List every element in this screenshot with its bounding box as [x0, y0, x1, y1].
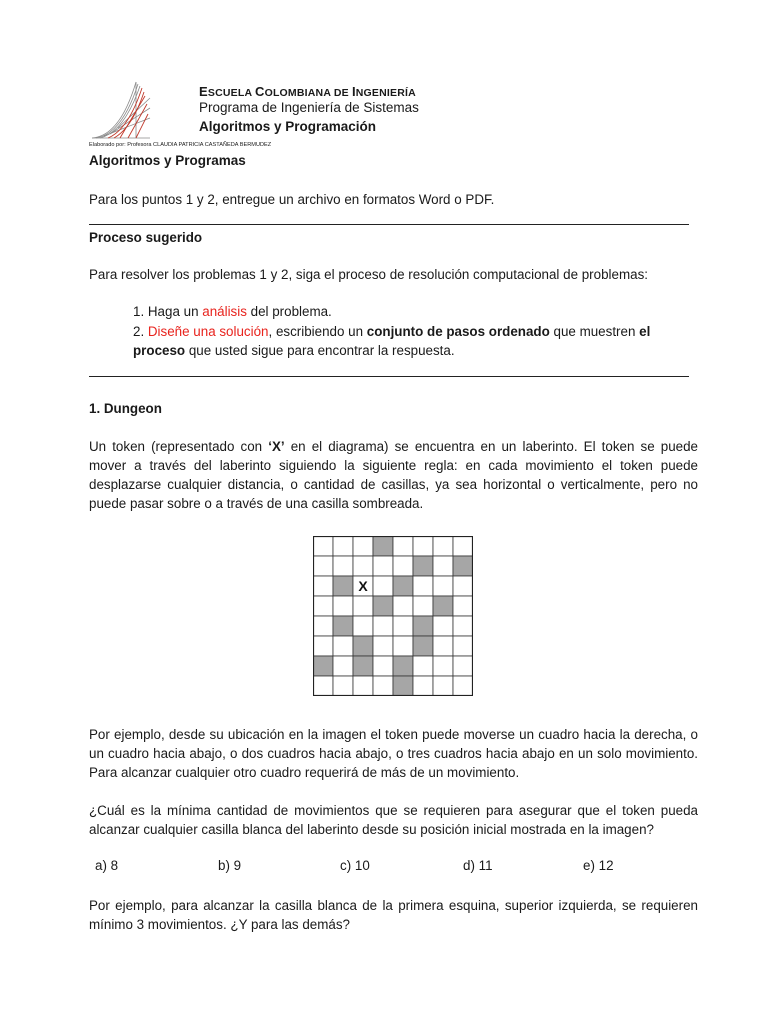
- maze-cell: [433, 576, 453, 596]
- maze-cell: [433, 616, 453, 636]
- maze-cell: [313, 596, 333, 616]
- maze-cell: [433, 536, 453, 556]
- maze-cell: [393, 536, 413, 556]
- maze-cell: [393, 636, 413, 656]
- maze-cell: [393, 616, 413, 636]
- maze-cell-shaded: [373, 596, 393, 616]
- maze-cell-shaded: [373, 536, 393, 556]
- maze-cell: [453, 616, 473, 636]
- process-text: Para resolver los problemas 1 y 2, siga el proceso de resolución computacional de problemas:: [89, 267, 648, 282]
- maze-cell: [333, 556, 353, 576]
- author-credit: Elaborado por: Profesora CLAUDIA PATRICIA CASTAÑEDA BERMUDEZ: [89, 142, 272, 148]
- maze-cell: [353, 596, 373, 616]
- maze-cell: [393, 596, 413, 616]
- maze-cell: [313, 676, 333, 696]
- maze-cell: [413, 596, 433, 616]
- maze-cell: [453, 656, 473, 676]
- maze-cell: [373, 656, 393, 676]
- maze-cell: [453, 576, 473, 596]
- maze-cell: [333, 596, 353, 616]
- maze-cell: [333, 656, 353, 676]
- maze-cell: [433, 556, 453, 576]
- maze-cell-shaded: [393, 576, 413, 596]
- maze-cell-shaded: [413, 556, 433, 576]
- maze-cell: [373, 556, 393, 576]
- option-c: c) 10: [340, 858, 370, 873]
- maze-cell-shaded: [393, 676, 413, 696]
- maze-cell: [413, 656, 433, 676]
- maze-cell: [453, 676, 473, 696]
- option-a: a) 8: [95, 858, 119, 873]
- maze-cell: [353, 676, 373, 696]
- maze-cell: [453, 636, 473, 656]
- maze-cell: [353, 536, 373, 556]
- maze-cell: [313, 636, 333, 656]
- maze-cell-shaded: [393, 656, 413, 676]
- divider: [89, 376, 689, 377]
- maze-cell: [373, 676, 393, 696]
- maze-cell: [333, 636, 353, 656]
- maze-cell: [373, 636, 393, 656]
- step-1: 1. Haga un análisis del problema.: [133, 304, 332, 319]
- intro-text: Para los puntos 1 y 2, entregue un archivo en formatos Word o PDF.: [89, 192, 495, 207]
- maze-cell-shaded: [333, 616, 353, 636]
- step-2-continued: proceso que usted sigue para encontrar la respuesta.: [133, 343, 455, 358]
- maze-cell-shaded: [353, 636, 373, 656]
- example-text: Por ejemplo, desde su ubicación en la imagen el token puede moverse un cuadro hacia la derecha, o un cuadro hacia abajo, o dos cuadros hacia abajo, o tres cuadros hacia abajo en un solo movimiento. Para alcanzar cualquier otro cuadro requerirá de más de un movimiento.: [89, 727, 698, 780]
- maze-cell: [333, 676, 353, 696]
- maze-cell: [353, 616, 373, 636]
- token-marker: X: [358, 578, 368, 594]
- maze-cell: [313, 536, 333, 556]
- process-heading: Proceso sugerido: [89, 230, 203, 245]
- program-name: Programa de Ingeniería de Sistemas: [199, 100, 419, 115]
- maze-cell-shaded: [313, 656, 333, 676]
- maze-cell: [433, 676, 453, 696]
- document-title: Algoritmos y Programas: [89, 153, 246, 168]
- maze-cell: [413, 536, 433, 556]
- option-b: b) 9: [218, 858, 242, 873]
- maze-cell-shaded: [433, 596, 453, 616]
- maze-cell: [353, 556, 373, 576]
- maze-cell-shaded: [413, 636, 433, 656]
- option-e: e) 12: [583, 858, 614, 873]
- school-logo: [90, 78, 152, 142]
- step-2: 2. Diseñe una solución, escribiendo un conjunto de pasos ordenado que muestren el: [133, 324, 651, 339]
- maze-cell: [313, 556, 333, 576]
- option-d: d) 11: [463, 858, 493, 873]
- school-name: ESCUELA COLOMBIANA DE INGENIERÍA: [199, 84, 416, 99]
- maze-cell: [413, 676, 433, 696]
- maze-cell-shaded: [333, 576, 353, 596]
- problem-1-heading: 1. Dungeon: [89, 401, 162, 416]
- maze-cell: [393, 556, 413, 576]
- maze-cell: [313, 576, 333, 596]
- maze-cell-shaded: [453, 556, 473, 576]
- course-name: Algoritmos y Programación: [199, 119, 377, 134]
- maze-cell: [373, 616, 393, 636]
- note-text: Por ejemplo, para alcanzar la casilla blanca de la primera esquina, superior izquierda, se requieren mínimo 3 movimientos. ¿Y para las demás?: [89, 898, 698, 932]
- maze-grid: [313, 536, 473, 696]
- maze-cell: [433, 636, 453, 656]
- maze-cell: [433, 656, 453, 676]
- maze-cell: [453, 536, 473, 556]
- maze-cell: [313, 616, 333, 636]
- question-text: ¿Cuál es la mínima cantidad de movimientos que se requieren para asegurar que el token pueda alcanzar cualquier casilla blanca del laberinto desde su posición inicial mostrada en la imagen?: [89, 803, 698, 837]
- maze-cell: [413, 576, 433, 596]
- maze-cell-shaded: [353, 656, 373, 676]
- maze-cell: [333, 536, 353, 556]
- maze-cell: [373, 576, 393, 596]
- problem-1-description: Un token (representado con ‘X’ en el diagrama) se encuentra en un laberinto. El token se puede mover a través del laberinto siguiendo la siguiente regla: en cada movimiento el token puede desplazarse cualquier distancia, o cantidad de casillas, ya sea horizontal o verticalmente, pero no puede pasar sobre o a través de una casilla sombreada.: [89, 439, 698, 511]
- maze-cell-shaded: [413, 616, 433, 636]
- maze-cell: [453, 596, 473, 616]
- divider: [89, 224, 689, 225]
